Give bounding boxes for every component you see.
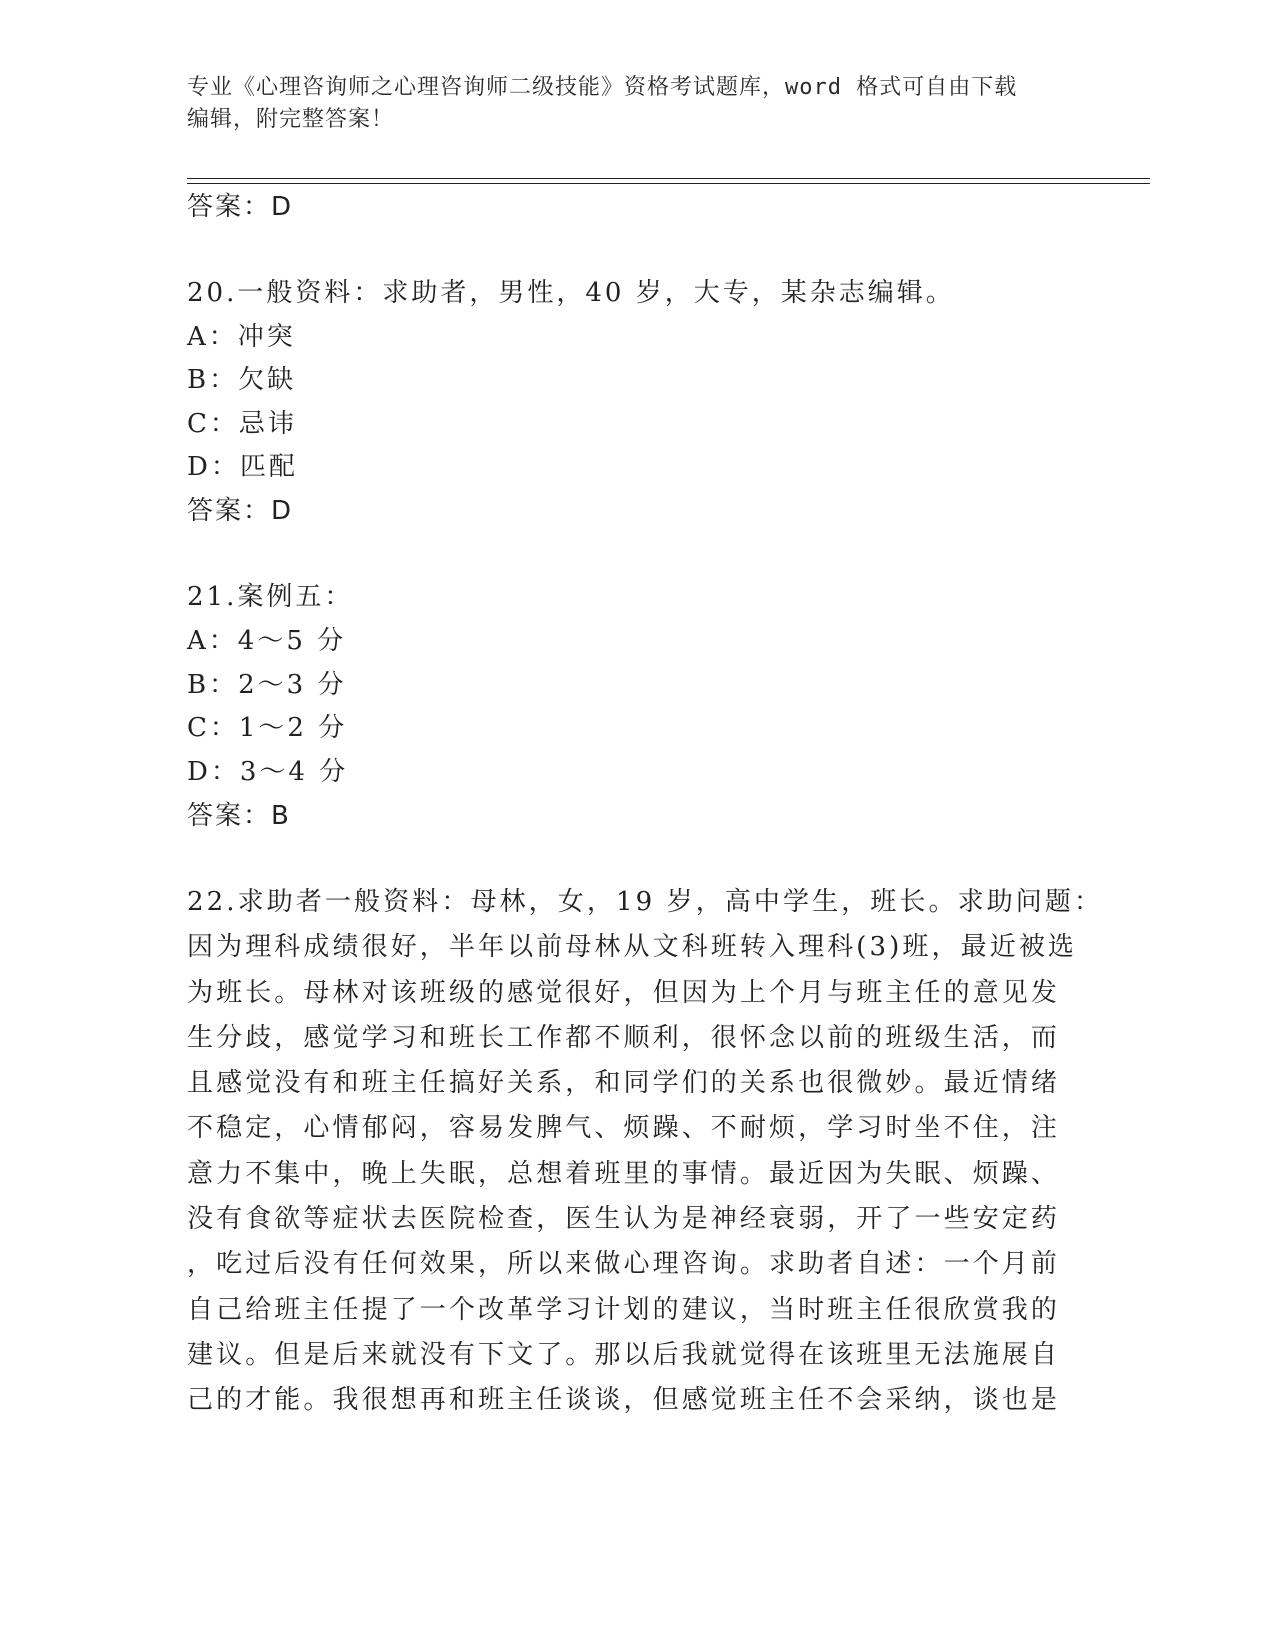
- q22-line: ，吃过后没有任何效果，所以来做心理咨询。求助者自述：一个月前: [187, 1249, 1061, 1280]
- q22-line: 不稳定，心情郁闷，容易发脾气、烦躁、不耐烦，学习时坐不住，注: [187, 1113, 1061, 1144]
- q22-line: 22.求助者一般资料：母林，女，19 岁，高中学生，班长。求助问题：: [187, 887, 1104, 917]
- q22-paragraph: [187, 880, 1104, 1424]
- q20-option-a: A：冲突: [187, 322, 296, 352]
- q21-answer: 答案：B: [187, 801, 291, 831]
- q22-line: 意力不集中，晚上失眠，总想着班里的事情。最近因为失眠、烦躁、: [187, 1158, 1061, 1189]
- header-divider-bottom: [187, 183, 1150, 184]
- q22-line: 为班长。母林对该班级的感觉很好，但因为上个月与班主任的意见发: [187, 977, 1061, 1008]
- q20-option-c: C：忌讳: [187, 409, 297, 439]
- q20-option-d: D：匹配: [187, 452, 298, 482]
- q21-option-d: D：3～4 分: [187, 757, 349, 787]
- q20-question: 20.一般资料：求助者，男性，40 岁，大专，某杂志编辑。: [187, 278, 955, 308]
- header-divider-top: [187, 178, 1150, 179]
- q22-line: 己的才能。我很想再和班主任谈谈，但感觉班主任不会采纳，谈也是: [187, 1385, 1061, 1416]
- q21-option-a: A：4～5 分: [187, 626, 347, 656]
- q21-question: 21.案例五：: [187, 582, 354, 612]
- q22-line: 建议。但是后来就没有下文了。那以后我就觉得在该班里无法施展自: [187, 1339, 1061, 1370]
- document-header: [187, 72, 1067, 136]
- q22-line: 生分歧，感觉学习和班长工作都不顺利，很怀念以前的班级生活，而: [187, 1022, 1061, 1053]
- q22-line: 因为理科成绩很好，半年以前母林从文科班转入理科(3)班，最近被选: [187, 932, 1078, 963]
- answer-prev-question: 答案：D: [187, 192, 294, 222]
- q20-option-b: B：欠缺: [187, 365, 297, 395]
- q20-answer: 答案：D: [187, 496, 294, 526]
- q22-line: 且感觉没有和班主任搞好关系，和同学们的关系也很微妙。最近情绪: [187, 1068, 1061, 1099]
- q21-option-c: C：1～2 分: [187, 713, 348, 743]
- q22-line: 没有食欲等症状去医院检查，医生认为是神经衰弱，开了一些安定药: [187, 1204, 1061, 1235]
- header-line-2: 编辑，附完整答案！: [187, 107, 395, 132]
- q22-line: 自己给班主任提了一个改革学习计划的建议，当时班主任很欣赏我的: [187, 1294, 1061, 1325]
- header-line-1: 专业《心理咨询师之心理咨询师二级技能》资格考试题库，word 格式可自由下载: [187, 75, 1018, 100]
- q21-option-b: B：2～3 分: [187, 670, 347, 700]
